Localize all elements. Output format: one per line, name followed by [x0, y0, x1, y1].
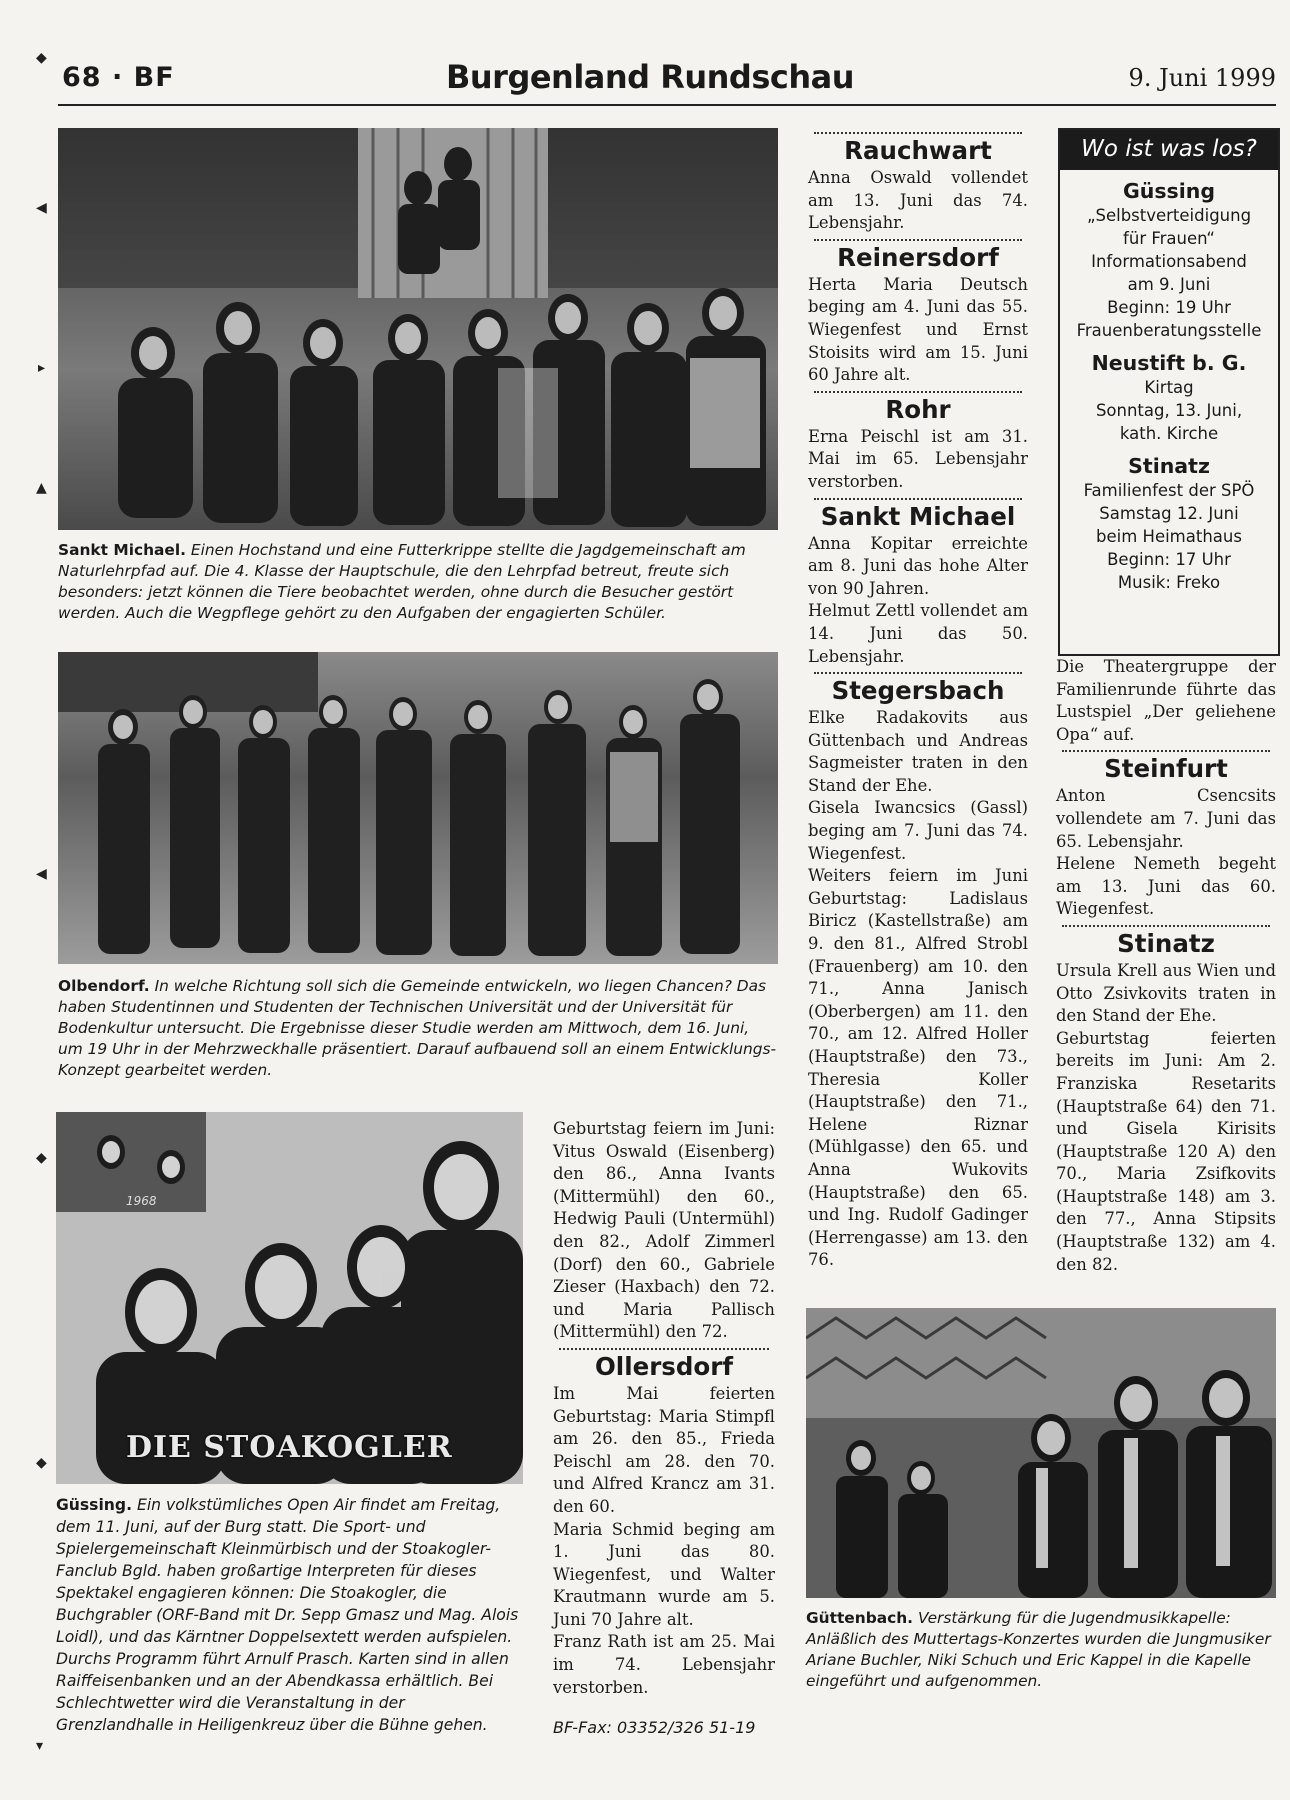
- event-line: am 9. Juni: [1127, 275, 1211, 294]
- caption-place: Olbendorf.: [58, 977, 150, 995]
- dotted-separator: [814, 672, 1022, 674]
- stegersbach-text: Weiters feiern im Juni Geburtstag: Ladislaus Biricz (Kastellstraße) am 9. den 81., Alfred Strobl (Frauenberg) am 10. den 71., Anna Janisch (Oberbergen) am 11. den 70., am 12. Alfred Holler (Hauptstraße) den 73., Theresia Koller (Hauptstraße) den 71., Helene Riznar (Mühlgasse) den 65. und Anna Wukovits (Hauptstraße) den 65. und Ing. Rudolf Gadinger (Herrengasse) am 13. den 76.: [808, 866, 1028, 1270]
- photo-stoakogler: [56, 1112, 523, 1484]
- newspaper-title: Burgenland Rundschau: [445, 58, 854, 96]
- ollersdorf-text: Franz Rath ist am 25. Mai im 74. Lebensjahr verstorben.: [553, 1632, 775, 1697]
- caption-place: Sankt Michael.: [58, 541, 186, 559]
- event-heading: Neustift b. G.: [1091, 351, 1247, 375]
- caption-sankt-michael: [58, 540, 778, 624]
- geburtstag-text: Geburtstag feiern im Juni: Vitus Oswald (Eisenberg) den 86., Anna Ivants (Mittermühl) den 60., Hedwig Pauli (Untermühl) den 82., Adolf Zimmerl (Dorf) den 60., Gabriele Zieser (Haxbach) den 72. und Maria Pallisch (Mittermühl) den 72.: [553, 1119, 775, 1342]
- event-neustift: [1060, 350, 1278, 445]
- caption-text: Einen Hochstand und eine Futterkrippe stellte die Jagdgemeinschaft am Naturlehrpfad auf. Die 4. Klasse der Hauptschule, die den Lehrpfad betreut, freute sich besonders: jetzt können die Tiere beobachtet werden, ohne durch die Besucher gestört werden. Auch die Wegpflege gehört zu den Aufgaben der engagierten Schüler.: [58, 541, 746, 622]
- reinersdorf-text: Herta Maria Deutsch beging am 4. Juni das 55. Wiegenfest und Ernst Stoisits wird am 15. Juni 60 Jahre alt.: [808, 274, 1028, 385]
- header-rule: [58, 104, 1276, 106]
- caption-text: Ein volkstümliches Open Air findet am Freitag, dem 11. Juni, auf der Burg statt. Die Sport- und Spielergemeinschaft Kleinmürbisch und der Stoakogler-Fanclub Bgld. haben großartige Interpreten für dieses Spektakel engagieren können: Die Stoakogler, die Buchgrabler (ORF-Band mit Dr. Sepp Gmasz und Mag. Alois Loidl), und das Kärntner Doppelsextett werden aufspielen. Durchs Programm führt Arnulf Prasch. Karten sind in allen Raiffeisenbanken und an der Abendkassa erhältlich. Bei Schlechtwetter wird die Veranstaltung in der Grenzlandhalle in Heiligenkreuz über die Bühne gehen.: [56, 1496, 519, 1734]
- event-line: Familienfest der SPÖ: [1083, 481, 1255, 500]
- stegersbach-text: Gisela Iwancsics (Gassl) beging am 7. Juni das 74. Wiegenfest.: [808, 798, 1028, 863]
- event-line: beim Heimathaus: [1096, 527, 1242, 546]
- section-heading-stinatz: Stinatz: [1117, 928, 1215, 958]
- stinatz-text: Ursula Krell aus Wien und Otto Zsivkovits traten in den Stand der Ehe.: [1056, 960, 1276, 1026]
- issue-date: 9. Juni 1999: [1128, 64, 1276, 92]
- column-right: [1056, 656, 1276, 1276]
- registration-mark: ◆: [36, 1150, 47, 1166]
- event-line: kath. Kirche: [1119, 424, 1219, 443]
- section-heading-reinersdorf: Reinersdorf: [837, 242, 999, 272]
- dotted-separator: [1062, 925, 1270, 927]
- sankt-michael-text: Helmut Zettl vollendet am 14. Juni das 50. Lebensjahr.: [808, 601, 1028, 666]
- registration-mark: ◆: [36, 1455, 47, 1471]
- registration-mark: ◀: [36, 866, 47, 882]
- event-box-title: Wo ist was los?: [1060, 130, 1278, 170]
- dotted-separator: [814, 132, 1022, 134]
- dotted-separator: [814, 239, 1022, 241]
- ollersdorf-text: Maria Schmid beging am 1. Juni das 80. Wiegenfest, und Walter Krautmann wurde am 5. Juni 70 Jahre alt.: [553, 1519, 775, 1629]
- dotted-separator: [814, 498, 1022, 500]
- event-box: [1058, 128, 1280, 656]
- year-label: 1968: [126, 1194, 157, 1208]
- event-line: für Frauen“: [1123, 229, 1215, 248]
- event-line: „Selbstverteidigung: [1086, 206, 1252, 225]
- rohr-text: Erna Peischl ist am 31. Mai im 65. Lebensjahr verstorben.: [808, 426, 1028, 491]
- section-heading-rohr: Rohr: [885, 394, 951, 424]
- event-heading: Stinatz: [1128, 454, 1210, 478]
- event-line: Kirtag: [1144, 378, 1194, 397]
- rauchwart-text: Anna Oswald vollendet am 13. Juni das 74. Lebensjahr.: [808, 168, 1028, 233]
- dotted-separator: [559, 1348, 769, 1350]
- photo-guettenbach: [806, 1308, 1276, 1598]
- event-line: Samstag 12. Juni: [1099, 504, 1239, 523]
- section-heading-sankt-michael: Sankt Michael: [820, 501, 1016, 531]
- event-line: Frauenberatungsstelle: [1076, 321, 1262, 340]
- caption-guettenbach: [806, 1608, 1280, 1692]
- event-guessing: [1060, 178, 1278, 342]
- stegersbach-text: Elke Radakovits aus Güttenbach und Andreas Sagmeister traten in den Stand der Ehe.: [808, 708, 1028, 795]
- registration-mark: ▸: [38, 360, 46, 376]
- steinfurt-text: Anton Csencsits vollendete am 7. Juni das 65. Lebensjahr.: [1056, 786, 1276, 851]
- dotted-separator: [1062, 750, 1270, 752]
- sankt-michael-text: Anna Kopitar erreichte am 8. Juni das hohe Alter von 90 Jahren.: [808, 533, 1028, 598]
- caption-text: In welche Richtung soll sich die Gemeinde entwickeln, wo liegen Chancen? Das haben Studentinnen und Studenten der Technischen Universität und der Universität für Bodenkultur untersucht. Die Ergebnisse dieser Studie werden am Mittwoch, dem 16. Juni, um 19 Uhr in der Mehrzweckhalle präsentiert. Darauf aufbauend soll an einem Entwicklungs-Konzept gearbeitet werden.: [58, 977, 777, 1079]
- band-logo: DIE STOAKOGLER: [126, 1430, 453, 1465]
- stinatz-text: Geburtstag feierten bereits im Juni: Am 2. Franziska Resetarits (Hauptstraße 64) den 71. und Gisela Kirisits (Hauptstraße 120 A) den 70., Maria Zsifkovits (Hauptstraße 148) am 3. den 77., Anna Stipsits (Hauptstraße 132) am 4. den 82.: [1056, 1028, 1276, 1274]
- registration-mark: ◆: [36, 50, 47, 66]
- caption-olbendorf: [58, 976, 778, 1081]
- registration-mark: ▾: [36, 1738, 44, 1754]
- section-heading-ollersdorf: Ollersdorf: [594, 1351, 734, 1381]
- caption-guessing: [56, 1494, 526, 1736]
- photo-olbendorf: [58, 652, 778, 964]
- column-lower-left: [553, 1118, 775, 1740]
- event-heading: Güssing: [1122, 179, 1216, 203]
- dotted-separator: [814, 391, 1022, 393]
- event-line: Musik: Freko: [1117, 573, 1221, 592]
- fax-number: BF-Fax: 03352/326 51-19: [553, 1718, 756, 1738]
- section-heading-rauchwart: Rauchwart: [844, 136, 992, 165]
- photo-sankt-michael: [58, 128, 778, 530]
- event-stinatz: [1060, 453, 1278, 594]
- event-line: Informationsabend: [1091, 252, 1247, 271]
- registration-mark: ▲: [36, 480, 47, 496]
- event-line: Beginn: 19 Uhr: [1107, 298, 1231, 317]
- event-line: Beginn: 17 Uhr: [1107, 550, 1231, 569]
- caption-place: Güttenbach.: [806, 1609, 914, 1627]
- caption-place: Güssing.: [56, 1496, 132, 1514]
- page-section: 68 · BF: [62, 62, 175, 93]
- caption-text: Verstärkung für die Jugendmusikkapelle: Anläßlich des Muttertags-Konzertes wurden die Jungmusiker Ariane Buchler, Niki Schuch und Eric Kappel in die Kapelle eingeführt und aufgenommen.: [806, 1609, 1271, 1690]
- steinfurt-text: Helene Nemeth begeht am 13. Juni das 60. Wiegenfest.: [1056, 854, 1276, 919]
- ollersdorf-text: Im Mai feierten Geburtstag: Maria Stimpfl am 26. den 85., Frieda Peischl am 28. den 70. und Alfred Krancz am 31. den 60.: [553, 1383, 775, 1516]
- event-line: Sonntag, 13. Juni,: [1095, 401, 1243, 420]
- section-heading-steinfurt: Steinfurt: [1104, 754, 1228, 784]
- section-heading-stegersbach: Stegersbach: [831, 676, 1005, 706]
- theater-text: Die Theatergruppe der Familienrunde führte das Lustspiel „Der geliehene Opa“ auf.: [1056, 657, 1276, 744]
- registration-mark: ◀: [36, 200, 47, 216]
- column-middle: [808, 128, 1028, 1272]
